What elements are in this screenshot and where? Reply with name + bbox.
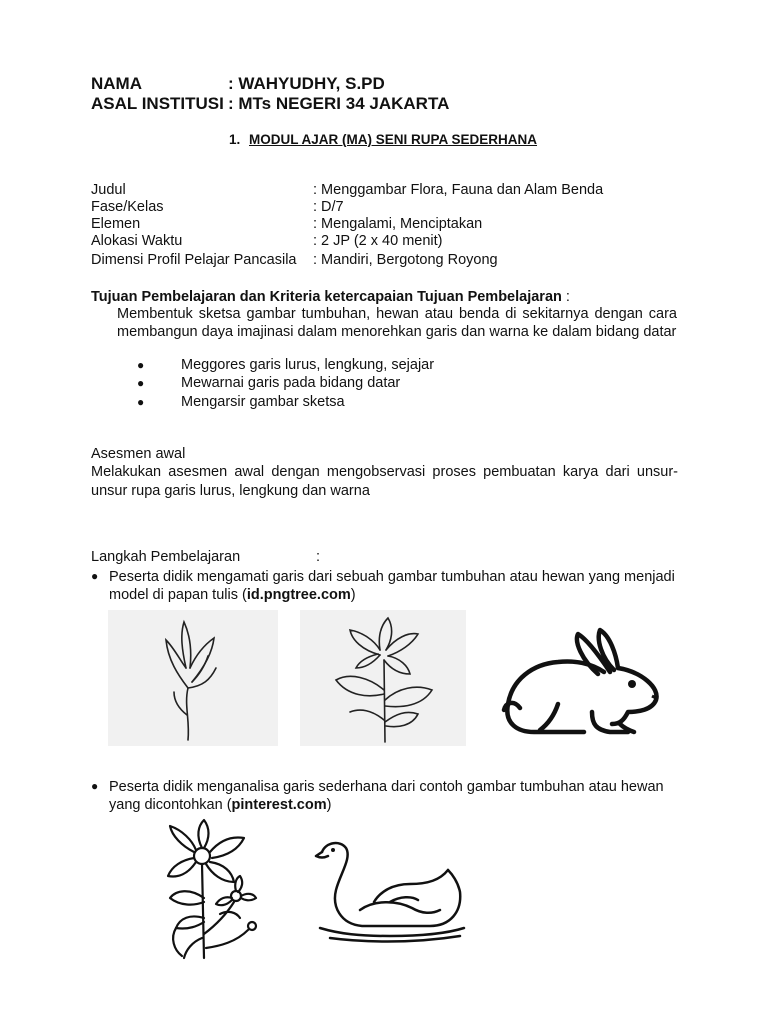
institusi-label: ASAL INSTITUSI [91, 94, 224, 113]
tujuan-bullet-3: Mengarsir gambar sketsa [181, 394, 345, 410]
swan-image [300, 830, 475, 960]
langkah-step-2 [109, 778, 689, 814]
module-title-text: MODUL AJAR (MA) SENI RUPA SEDERHANA [249, 132, 538, 147]
langkah-heading: Langkah Pembelajaran [91, 549, 241, 565]
info-value-judul: : Menggambar Flora, Fauna dan Alam Benda [313, 182, 604, 198]
bullet-icon: ● [137, 376, 145, 390]
info-label-alokasi: Alokasi Waktu [91, 233, 183, 249]
info-label-fase: Fase/Kelas [91, 199, 164, 215]
bullet-icon: ● [91, 569, 99, 583]
info-label-dimensi: Dimensi Profil Pelajar Pancasila [91, 252, 297, 268]
bullet-icon: ● [137, 395, 145, 409]
info-label-judul: Judul [91, 182, 126, 198]
info-value-alokasi: : 2 JP (2 x 40 menit) [313, 233, 443, 249]
tujuan-heading: Tujuan Pembelajaran dan Kriteria ketercapaian Tujuan Pembelajaran [91, 289, 562, 305]
step2-source: pinterest.com [231, 797, 327, 813]
nama-label: NAMA [91, 74, 142, 93]
langkah-step-1 [109, 568, 689, 604]
tujuan-heading-line [91, 289, 681, 306]
info-value-fase: : D/7 [313, 199, 344, 215]
flowers-image [140, 818, 280, 964]
bullet-icon: ● [91, 779, 99, 793]
info-value-dimensi: : Mandiri, Bergotong Royong [313, 252, 498, 268]
module-title-number: 1. [229, 132, 241, 147]
tujuan-paragraph: Membentuk sketsa gambar tumbuhan, hewan atau benda di sekitarnya dengan cara membangun daya imajinasi dalam menorehkan garis dan warna ke dalam bidang datar [117, 306, 677, 340]
rabbit-image [492, 620, 662, 746]
nama-value: : WAHYUDHY, S.PD [228, 74, 385, 93]
asesmen-paragraph: Melakukan asesmen awal dengan mengobservasi proses pembuatan karya dari unsur-unsur rupa garis lurus, lengkung dan warna [91, 464, 678, 499]
tujuan-bullet-2: Mewarnai garis pada bidang datar [181, 375, 401, 391]
bullet-icon: ● [137, 358, 145, 372]
info-value-elemen: : Mengalami, Menciptakan [313, 216, 483, 232]
institusi-value: : MTs NEGERI 34 JAKARTA [228, 94, 450, 113]
tulip-flower-image [108, 610, 278, 746]
lily-flower-image [300, 610, 466, 746]
step1-source: id.pngtree.com [246, 587, 351, 603]
step1-text: Peserta didik mengamati garis dari sebuah gambar tumbuhan atau hewan yang menjadi model di papan tulis ( [109, 569, 675, 603]
module-title [249, 132, 537, 147]
step1-close: ) [350, 587, 356, 603]
step2-text: Peserta didik menganalisa garis sederhana dari contoh gambar tumbuhan atau hewan yang dicontohkan ( [109, 779, 664, 813]
tujuan-bullet-1: Meggores garis lurus, lengkung, sejajar [181, 357, 435, 373]
tujuan-colon: : [561, 289, 570, 305]
info-label-elemen: Elemen [91, 216, 141, 232]
asesmen-heading: Asesmen awal [91, 446, 186, 462]
step2-close: ) [326, 797, 332, 813]
langkah-colon: : [316, 549, 321, 565]
